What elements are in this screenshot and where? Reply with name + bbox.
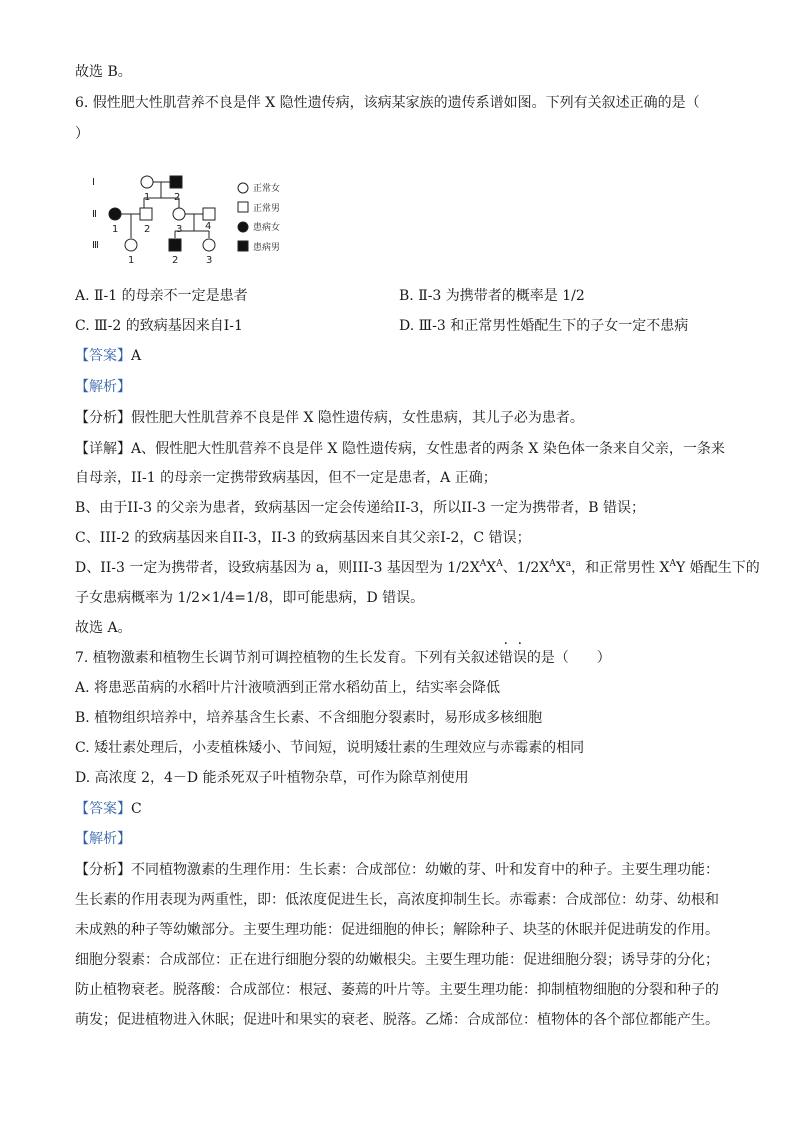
q7-fenxi-line: 【分析】不同植物激素的生理作用：生长素：合成部位：幼嫩的芽、叶和发育中的种子。主要生理功能： xyxy=(75,862,719,878)
legend-affected-male-icon xyxy=(238,241,248,251)
legend-affected-female-icon xyxy=(238,222,248,232)
II-4-normal-male xyxy=(203,208,215,220)
q6-analysis-label: 【解析】 xyxy=(75,379,131,395)
pedigree-chart xyxy=(90,170,350,270)
II-3-normal-female xyxy=(173,208,185,220)
generation-I-label: Ⅰ xyxy=(92,177,95,188)
text: 、1/2X xyxy=(502,560,550,576)
q6-option-c: C. Ⅲ-2 的致病基因来自Ⅰ-1 xyxy=(75,318,243,334)
q7-fenxi-line: 细胞分裂素：合成部位：正在进行细胞分裂的幼嫩根尖。主要生理功能：促进细胞分裂；诱导芽的分化； xyxy=(75,952,719,968)
answer-value: A xyxy=(131,348,142,364)
superscript: a xyxy=(565,559,572,569)
q7-option-d: D. 高浓度 2，4－D 能杀死双子叶植物杂草，可作为除草剂使用 xyxy=(75,770,469,786)
q7-stem xyxy=(75,648,611,668)
q7-fenxi-line: 未成熟的种子等幼嫩部分。主要生理功能：促进细胞的伸长；解除种子、块茎的休眠并促进萌发的作用。 xyxy=(75,922,719,938)
q7-answer xyxy=(75,799,142,819)
q6-d-explanation-line1 xyxy=(75,558,760,578)
number-label: 1 xyxy=(112,224,119,235)
legend-label: 正常男 xyxy=(253,204,281,214)
q7-fenxi-line: 防止植物衰老。脱落酸：合成部位：根冠、萎蔫的叶片等。主要生理功能：抑制植物细胞的分裂和种子的 xyxy=(75,982,719,998)
q6-b-explanation: B、由于II-3 的父亲为患者，致病基因一定会传递给II-3，所以II-3 一定为携带者，B 错误； xyxy=(75,500,646,516)
number-label: 1 xyxy=(144,192,151,203)
previous-conclusion: 故选 B。 xyxy=(75,64,132,80)
I-2-affected-male xyxy=(170,176,182,188)
text: ，和正常男性 X xyxy=(571,560,670,576)
q7-option-c: C. 矮壮素处理后，小麦植株矮小、节间短，说明矮壮素的生理效应与赤霉素的相同 xyxy=(75,740,585,756)
answer-value: C xyxy=(131,801,142,817)
q7-option-b: B. 植物组织培养中，培养基含生长素、不含细胞分裂素时，易形成多核细胞 xyxy=(75,710,543,726)
legend-label: 正常女 xyxy=(253,184,281,194)
emphasized-char: 错 xyxy=(498,650,513,666)
generation-III-label: Ⅲ xyxy=(92,240,99,251)
legend-label: 患病男 xyxy=(253,243,281,253)
legend-normal-female-icon xyxy=(238,183,248,193)
q6-fenxi: 【分析】假性肥大性肌营养不良是伴 X 隐性遗传病，女性患病，其儿子必为患者。 xyxy=(75,410,584,426)
legend-label: 患病女 xyxy=(253,223,281,233)
q6-option-d: D. Ⅲ-3 和正常男性婚配生下的子女一定不患病 xyxy=(399,318,689,334)
text: D、II-3 一定为携带者，设致病基因为 a，则III-3 基因型为 1/2X xyxy=(75,560,480,576)
q6-xiangjie-line1: 【详解】A、假性肥大性肌营养不良是伴 X 隐性遗传病，女性患者的两条 X 染色体一条来自父亲，一条来 xyxy=(75,441,725,457)
q6-answer xyxy=(75,346,141,366)
legend-normal-male-icon xyxy=(238,202,248,212)
q6-option-b: B. Ⅱ-3 为携带者的概率是 1/2 xyxy=(399,288,585,304)
emphasized-char: 误 xyxy=(512,650,527,666)
I-1-normal-female xyxy=(141,176,153,188)
q7-fenxi-line: 萌发；促进植物进入休眠；促进叶和果实的衰老、脱落。乙烯：合成部位：植物体的各个部位都能产生。 xyxy=(75,1012,719,1028)
q6-d-explanation-line2: 子女患病概率为 1/2×1/4=1/8，即可能患病，D 错误。 xyxy=(75,590,425,606)
text: 的是（ ） xyxy=(526,650,611,666)
III-1-normal-female xyxy=(125,239,137,251)
answer-label: 【答案】 xyxy=(75,348,131,364)
II-1-affected-female xyxy=(109,208,121,220)
III-2-affected-male xyxy=(169,239,181,251)
number-label: 3 xyxy=(206,255,213,266)
number-label: 3 xyxy=(176,224,183,235)
q6-stem-line2: ） xyxy=(75,126,89,142)
text: Y 婚配生下的 xyxy=(676,560,760,576)
II-2-normal-male xyxy=(140,208,152,220)
q6-stem-line1: 6. 假性肥大性肌营养不良是伴 X 隐性遗传病，该病某家族的遗传系谱如图。下列有关叙述正确的是（ xyxy=(75,95,700,111)
superscript: A xyxy=(549,559,556,569)
number-label: 1 xyxy=(128,255,135,266)
superscript: A xyxy=(669,559,677,569)
generation-II-label: Ⅱ xyxy=(92,209,97,220)
q7-option-a: A. 将患恶苗病的水稻叶片汁液喷洒到正常水稻幼苗上，结实率会降低 xyxy=(75,680,501,696)
number-label: 2 xyxy=(172,255,179,266)
text: 7. 植物激素和植物生长调节剂可调控植物的生长发育。下列有关叙述 xyxy=(75,650,499,666)
number-label: 4 xyxy=(205,221,212,232)
text: X xyxy=(486,560,497,576)
q6-option-a: A. Ⅱ-1 的母亲不一定是患者 xyxy=(75,288,248,304)
q7-fenxi-line: 生长素的作用表现为两重性，即：低浓度促进生长，高浓度抑制生长。赤霉素：合成部位：幼芽、幼根和 xyxy=(75,892,719,908)
q6-c-explanation: C、III-2 的致病基因来自II-3，II-3 的致病基因来自其父亲I-2，C 错误； xyxy=(75,530,531,546)
q6-xiangjie-line2: 自母亲，II-1 的母亲一定携带致病基因，但不一定是患者，A 正确； xyxy=(75,470,497,486)
III-3-normal-female xyxy=(203,239,215,251)
number-label: 2 xyxy=(144,224,151,235)
superscript: A xyxy=(479,559,487,569)
q6-conclusion: 故选 A。 xyxy=(75,620,132,636)
text: X xyxy=(555,560,566,576)
answer-label: 【答案】 xyxy=(75,801,131,817)
number-label: 2 xyxy=(174,192,181,203)
superscript: A xyxy=(496,559,503,569)
q7-analysis-label: 【解析】 xyxy=(75,831,131,847)
